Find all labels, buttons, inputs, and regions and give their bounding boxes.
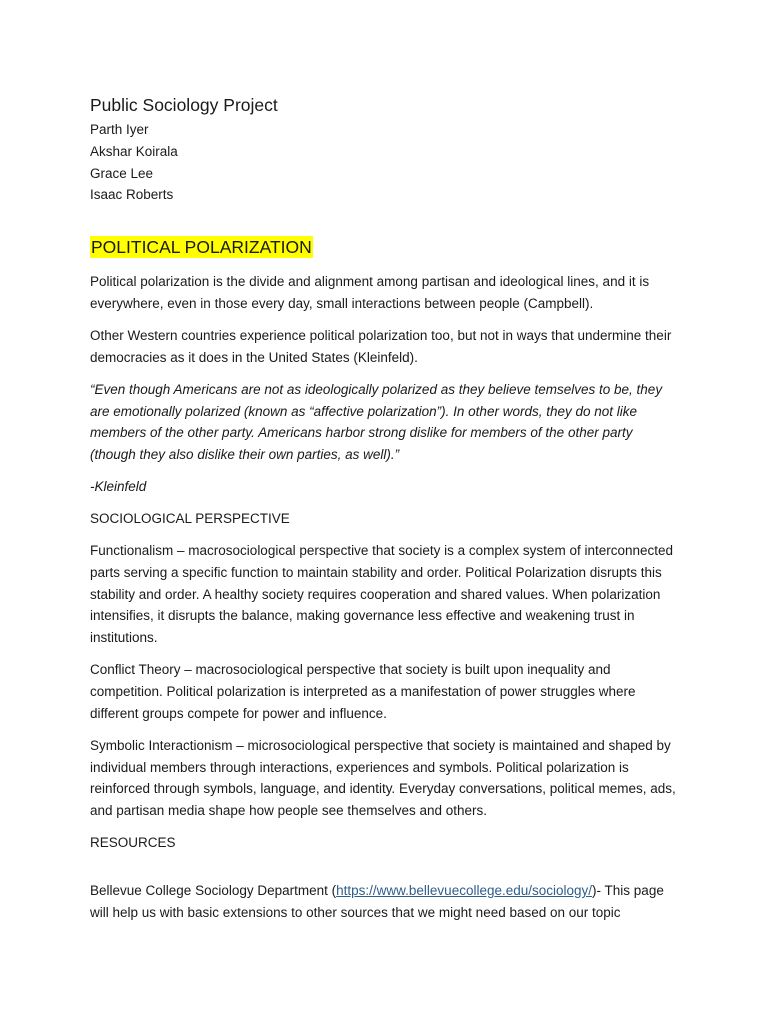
- perspective-heading: SOCIOLOGICAL PERSPECTIVE: [90, 511, 290, 527]
- author-name: Akshar Koirala: [90, 143, 178, 159]
- resource-description: )- This page will help us with basic extensions to other sources that we might need based on our topic: [90, 883, 664, 920]
- symbolic-interactionism-paragraph: Symbolic Interactionism – microsociological perspective that society is maintained and shaped by individual members through interactions, experiences and symbols. Political polarization is reinforced through symbols, language, and identity. Everyday conversations, political memes, ads, and partisan media shape how people see themselves and others.: [90, 737, 676, 819]
- document-title: Public Sociology Project: [90, 95, 278, 115]
- definition-paragraph: Political polarization is the divide and alignment among partisan and ideological lines, and it is everywhere, even in those every day, small interactions between people (Campbell).: [90, 274, 650, 311]
- quote-attribution: -Kleinfeld: [90, 479, 147, 495]
- resource-name: Bellevue College Sociology Department (: [90, 883, 337, 899]
- author-name: Isaac Roberts: [90, 187, 174, 203]
- functionalism-paragraph: Functionalism – macrosociological perspective that society is a complex system of interconnected parts serving a specific function to maintain stability and order. Political Polarization disrupts this stability and order. A healthy society requires cooperation and shared values. When polarization intensifies, it disrupts the balance, making governance less effective and weakening trust in institutions.: [90, 543, 674, 646]
- document-page: [90, 93, 680, 934]
- resource-link[interactable]: https://www.bellevuecollege.edu/sociology/: [336, 883, 593, 899]
- western-paragraph: Other Western countries experience political polarization too, but not in ways that undermine their democracies as it does in the United States (Kleinfeld).: [90, 327, 672, 365]
- section-heading-highlighted: POLITICAL POLARIZATION: [91, 237, 312, 258]
- author-list: [90, 119, 680, 206]
- author-name: Grace Lee: [90, 165, 154, 181]
- resources-heading: RESOURCES: [90, 835, 176, 851]
- conflict-theory-paragraph: Conflict Theory – macrosociological perspective that society is built upon inequality and competition. Political polarization is interpreted as a manifestation of power struggles where different groups compete for power and influence.: [90, 662, 636, 721]
- author-name: Parth Iyer: [90, 122, 149, 137]
- kleinfeld-quote: “Even though Americans are not as ideologically polarized as they believe temselves to be, they are emotionally polarized (known as “affective polarization”). In other words, they do not like members of the other party. Americans harbor strong dislike for members of the other party (though they also dislike their own parties, as well).”: [90, 381, 663, 463]
- resource-entry: [90, 880, 680, 924]
